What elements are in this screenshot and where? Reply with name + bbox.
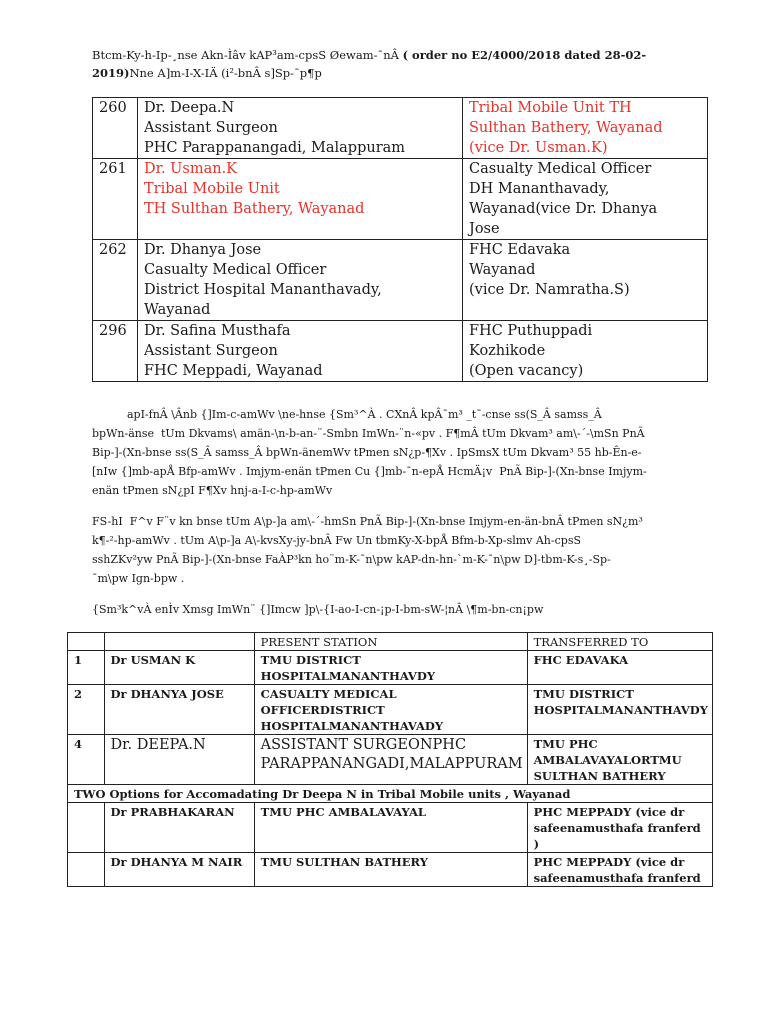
- paragraph-2: [92, 512, 692, 588]
- doctor-name: Dr PRABHAKARAN: [104, 803, 254, 853]
- present-station: TMU PHC AMBALAVAYAL: [254, 803, 527, 853]
- officer-cell: [138, 321, 463, 382]
- row-number: 1: [68, 651, 105, 685]
- transfer-line: PHC MEPPADY (vice dr safeena: [533, 805, 685, 835]
- posting-line: Casualty Medical Officer: [469, 161, 652, 177]
- options-row: [68, 685, 713, 735]
- order-number-cell: [93, 98, 138, 159]
- transfer-line: TMU SULTHAN BATHERY: [533, 753, 682, 783]
- doctor-name: Dr DHANYA M NAIR: [104, 853, 254, 887]
- officer-line: Assistant Surgeon: [144, 343, 278, 359]
- options-row: [68, 651, 713, 685]
- officer-cell: [138, 159, 463, 240]
- present-line: MALAPPURAM: [409, 756, 523, 772]
- present-line: MANANTHAVDY: [328, 669, 436, 683]
- present-station: [254, 735, 527, 785]
- posting-line: Sulthan Bathery, Wayanad: [469, 120, 663, 136]
- heading-suffix: Nne A]m-I-X-IÄ (i²-bnÂ s]Sp-¯p¶p: [129, 66, 322, 80]
- officer-line: Dr. Dhanya Jose: [144, 242, 262, 258]
- heading-prefix: Btcm-Ky-h-Ip-¸nse Akn-Ìâv kAP³am-cpsS Øewam-¯nÂ: [92, 48, 403, 62]
- present-line: DISTRICT HOSPITAL: [260, 703, 385, 733]
- order-reference: ( order no E2/4000/2018 dated 28-02-2019): [92, 48, 647, 80]
- transfer-line: MANANTHAVDY: [601, 703, 708, 717]
- present-line: MANANTHAVADY: [328, 719, 444, 733]
- present-station: [254, 685, 527, 735]
- posting-line: Kozhikode: [469, 343, 546, 359]
- order-heading: [92, 46, 682, 82]
- order-number-cell: [93, 240, 138, 321]
- posting-line: Wayanad: [469, 262, 536, 278]
- paragraph-line: bpWn-änse tUm Dkvams\ amän-\n-b-an-¨-Smbn ImWn-¨n-«pv . F¶mÂ tUm Dkvam³ am\-´-\mSn PnÃ: [92, 427, 645, 440]
- header-cell: PRESENT STATION: [254, 633, 527, 651]
- transfer-line: FHC EDAVAKA: [533, 653, 629, 667]
- transfer-row: [93, 321, 708, 382]
- transfer-row: [93, 159, 708, 240]
- options-table: [67, 632, 713, 887]
- paragraph-line: k¶-²-hp-amWv . tUm A\p-]a A\-kvsXy-jy-bnÂ Fw Un tbmKy-X-bpÅ Bfm-b-Xp-slmv Ah-cpsS: [92, 534, 581, 547]
- order-number: 262: [99, 242, 127, 258]
- present-station: [254, 651, 527, 685]
- options-header-row: [68, 633, 713, 651]
- row-number: 4: [68, 735, 105, 785]
- posting-line: (Open vacancy): [469, 363, 584, 379]
- transfer-line: TMU PHC AMBALAVAYAL: [533, 737, 631, 767]
- posting-line: (vice Dr. Namratha.S): [469, 282, 630, 298]
- present-line: TMU DISTRICT HOSPITAL: [260, 653, 361, 683]
- transferred-to: [527, 853, 712, 887]
- order-number-cell: [93, 159, 138, 240]
- paragraph-line: [nIw {]mb-apÅ Bfp-amWv . Imjym-enän tPmen Cu {]mb-¯n-epÅ HcmÄ¡v PnÃ Bip-]-(Xn-bnse Imjym-: [92, 465, 647, 478]
- officer-line: PHC Parappanangadi, Malappuram: [144, 140, 406, 156]
- paragraph-line: Bip-]-(Xn-bnse ss(S_Â samss_Â bpWn-änemWv tPmen sN¿p-¶Xv . IpSmsX tUm Dkvam³ 55 hb-Ên-e-: [92, 446, 642, 459]
- paragraph-line: enän tPmen sN¿pI F¶Xv hnj-a-I-c-hp-amWv: [92, 484, 333, 497]
- officer-line: Assistant Surgeon: [144, 120, 278, 136]
- posting-line: (vice Dr. Usman.K): [469, 140, 608, 156]
- transfer-line: musthafa franferd: [582, 871, 701, 885]
- paragraph-line: ¯m\pw Ign-bpw .: [92, 572, 185, 585]
- transferred-to: [527, 735, 712, 785]
- doctor-name: Dr DHANYA JOSE: [104, 685, 254, 735]
- options-row: [68, 735, 713, 785]
- header-cell: [104, 633, 254, 651]
- transfer-row: [93, 240, 708, 321]
- officer-line: Casualty Medical Officer: [144, 262, 327, 278]
- officer-line: TH Sulthan Bathery, Wayanad: [144, 201, 365, 217]
- transfer-row: [93, 98, 708, 159]
- row-number: 2: [68, 685, 105, 735]
- officer-line: Dr. Usman.K: [144, 161, 238, 177]
- present-line: CASUALTY MEDICAL OFFICER: [260, 687, 397, 717]
- doctor-name: Dr. DEEPA.N: [104, 735, 254, 785]
- transferred-to: [527, 685, 712, 735]
- officer-line: District Hospital Mananthavady,: [144, 282, 382, 298]
- present-line: ASSISTANT SURGEON: [260, 737, 433, 753]
- posting-cell: [463, 240, 708, 321]
- present-line: PHC PARAPPANANGADI,: [260, 737, 467, 772]
- doctor-name: Dr USMAN K: [104, 651, 254, 685]
- options-title-row: [68, 785, 713, 803]
- posting-cell: [463, 98, 708, 159]
- posting-line: Tribal Mobile Unit TH: [469, 100, 632, 116]
- option-row: [68, 803, 713, 853]
- order-number: 296: [99, 323, 127, 339]
- transfer-line: musthafa franferd ): [533, 821, 701, 851]
- transfer-line: TMU DISTRICT HOSPITAL: [533, 687, 634, 717]
- posting-line: Wayanad(vice Dr. Dhanya: [469, 201, 658, 217]
- posting-line: FHC Edavaka: [469, 242, 571, 258]
- officer-line: FHC Meppadi, Wayanad: [144, 363, 323, 379]
- transfer-line: PHC MEPPADY (vice dr safeena: [533, 855, 685, 885]
- paragraph-line: sshZKv²yw PnÃ Bip-]-(Xn-bnse FaÀP³kn ho¨m-K-¯n\pw kAP-dn-hn-`m-K-¯n\pw D]-tbm-K-s¸-Sp-: [92, 553, 611, 566]
- posting-line: FHC Puthuppadi: [469, 323, 593, 339]
- paragraph-1: [92, 405, 692, 500]
- posting-line: Jose: [469, 221, 500, 237]
- transferred-to: [527, 651, 712, 685]
- order-number-cell: [93, 321, 138, 382]
- order-number: 261: [99, 161, 127, 177]
- officer-line: Tribal Mobile Unit: [144, 181, 280, 197]
- empty-cell: [68, 853, 105, 887]
- transfer-table: [92, 97, 708, 382]
- officer-cell: [138, 98, 463, 159]
- order-number: 260: [99, 100, 127, 116]
- present-station: TMU SULTHAN BATHERY: [254, 853, 527, 887]
- posting-cell: [463, 321, 708, 382]
- empty-cell: [68, 803, 105, 853]
- transfer-line: OR: [630, 753, 651, 767]
- posting-line: DH Mananthavady,: [469, 181, 610, 197]
- options-title: TWO Options for Accomadating Dr Deepa N in Tribal Mobile units , Wayanad: [68, 785, 713, 803]
- header-cell: [68, 633, 105, 651]
- officer-line: Wayanad: [144, 302, 211, 318]
- paragraph-line: FS-hI F^v F¨v kn bnse tUm A\p-]a am\-´-hmSn PnÃ Bip-]-(Xn-bnse Imjym-en-än-bnÂ tPmen sN¿m³: [92, 515, 643, 528]
- transferred-to: [527, 803, 712, 853]
- header-cell: TRANSFERRED TO: [527, 633, 712, 651]
- option-row: [68, 853, 713, 887]
- paragraph-3: {Sm³k^vÀ enÌv Xmsg ImWn¨ {]Imcw ]p\-{I-ao-I-cn-¡p-I-bm-sW-¦nÂ \¶m-bn-cn¡pw: [92, 603, 544, 616]
- officer-line: Dr. Deepa.N: [144, 100, 235, 116]
- posting-cell: [463, 159, 708, 240]
- officer-cell: [138, 240, 463, 321]
- paragraph-line: apI-fnÂ \Ânb {]Im-c-amWv \ne-hnse {Sm³^À . CXnÂ kpÂ¯m³ _t¯-cnse ss(S_Â samss_Â: [92, 408, 602, 421]
- officer-line: Dr. Safina Musthafa: [144, 323, 291, 339]
